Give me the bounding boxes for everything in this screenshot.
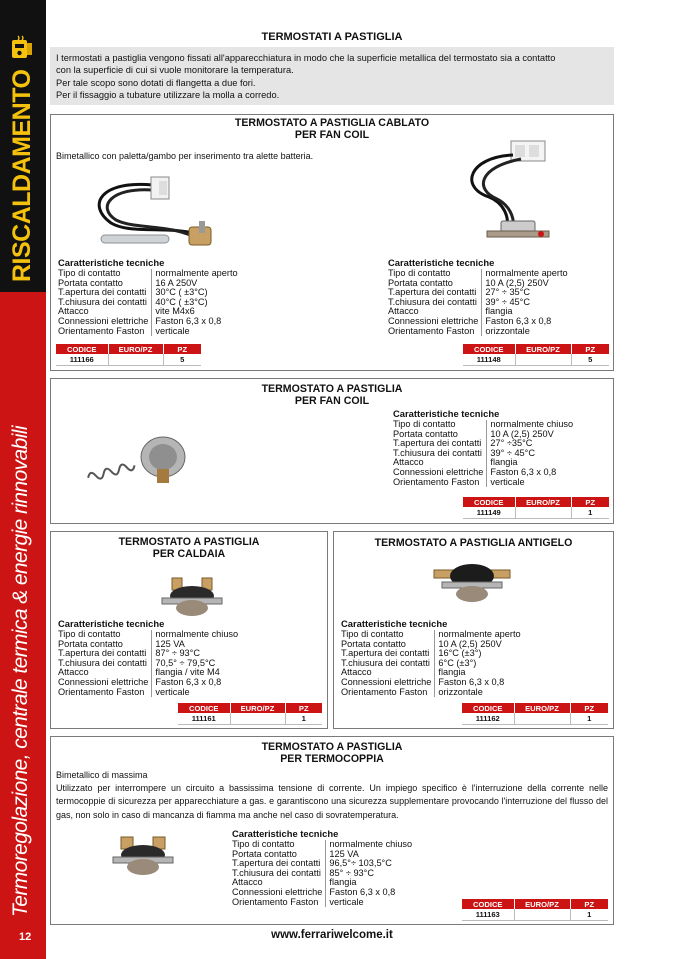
col-header: CODICE: [463, 497, 515, 507]
spec-value: verticale: [155, 686, 190, 697]
product-title: TERMOSTATO A PASTIGLIA CABLATO PER FAN COIL: [234, 117, 430, 141]
product-qty: 5: [163, 354, 201, 365]
col-header: PZ: [571, 344, 609, 354]
spec-value: 85° ÷ 93°C: [329, 867, 374, 878]
product-price: [515, 354, 571, 365]
spec-key: Tipo di contatto: [341, 630, 435, 640]
spec-value: flangia: [438, 667, 466, 678]
code-table-111149: [463, 497, 609, 519]
col-header: EURO/PZ: [514, 703, 570, 713]
spec-key: Connessioni elettriche: [341, 678, 435, 688]
spec-value: normalmente aperto: [485, 268, 568, 278]
spec-value: 27° ÷ 35°C: [485, 287, 530, 298]
product-code: 111162: [462, 713, 514, 724]
code-table-111162: [462, 703, 608, 725]
specs-table: [58, 269, 238, 336]
specs-111163: [232, 828, 412, 907]
spec-value: 70,5° ÷ 79,5°C: [155, 657, 216, 668]
product-code: 111163: [462, 909, 514, 920]
product-qty: 1: [570, 713, 608, 724]
spec-key: Attacco: [58, 307, 152, 317]
spec-key: T.chiusura dei contatti: [341, 659, 435, 669]
spec-value: normalmente chiuso: [329, 839, 413, 849]
spec-key: Portata contatto: [58, 279, 152, 289]
col-header: EURO/PZ: [230, 703, 285, 713]
spec-value: orizzontale: [485, 325, 530, 336]
spec-key: Connessioni elettriche: [393, 468, 487, 478]
col-header: CODICE: [462, 703, 514, 713]
spec-key: T.apertura dei contatti: [393, 439, 487, 449]
col-header: CODICE: [462, 899, 514, 909]
col-header: CODICE: [463, 344, 515, 354]
intro-line: Per il fissaggio a tubature utilizzare la molla a corredo.: [56, 89, 280, 100]
product-code: 111148: [463, 354, 515, 365]
product-title: TERMOSTATO A PASTIGLIA PER TERMOCOPPIA: [261, 741, 403, 765]
product-box-cablato: [50, 114, 614, 371]
product-image-111161: [158, 576, 228, 620]
code-table-111161: [178, 703, 322, 725]
spec-key: Attacco: [393, 458, 487, 468]
spec-value: 87° ÷ 93°C: [155, 648, 200, 659]
col-header: CODICE: [178, 703, 230, 713]
spec-value: 10 A (2,5) 250V: [485, 277, 549, 288]
product-title: TERMOSTATO A PASTIGLIA PER CALDAIA: [118, 536, 260, 560]
col-header: PZ: [571, 497, 609, 507]
spec-key: Tipo di contatto: [58, 630, 152, 640]
spec-value: 39° ÷ 45°C: [490, 447, 535, 458]
spec-value: 10 A (2,5) 250V: [490, 428, 554, 439]
spec-value: flangia: [329, 877, 357, 888]
col-header: PZ: [570, 703, 608, 713]
spec-key: T.apertura dei contatti: [232, 859, 326, 869]
spec-value: flangia: [490, 457, 518, 468]
spec-key: Attacco: [232, 878, 326, 888]
spec-key: T.apertura dei contatti: [341, 649, 435, 659]
col-header: EURO/PZ: [514, 899, 570, 909]
product-image-111148: [449, 137, 569, 247]
specs-111149: [393, 408, 573, 487]
section-subtitle: Termoregolazione, centrale termica & energie rinnovabili: [9, 426, 32, 917]
spec-value: 125 VA: [329, 848, 359, 859]
spec-key: Portata contatto: [388, 279, 482, 289]
spec-key: T.apertura dei contatti: [58, 649, 152, 659]
specs-111161: [58, 618, 238, 697]
product-image-111163: [109, 835, 179, 879]
specs-table: [58, 630, 238, 697]
spec-key: Connessioni elettriche: [58, 317, 152, 327]
spec-value: 16°C (±3°): [438, 648, 482, 659]
specs-heading: Caratteristiche tecniche: [232, 828, 339, 839]
intro-box: [50, 47, 614, 105]
specs-table: [393, 420, 573, 487]
product-qty: 5: [571, 354, 609, 365]
specs-111148: [388, 257, 568, 336]
specs-table: [341, 630, 521, 697]
spec-key: T.chiusura dei contatti: [58, 659, 152, 669]
spec-key: Connessioni elettriche: [58, 678, 152, 688]
spec-value: Faston 6,3 x 0,8: [155, 315, 222, 326]
spec-key: T.apertura dei contatti: [58, 288, 152, 298]
col-header: PZ: [285, 703, 322, 713]
spec-key: T.chiusura dei contatti: [388, 298, 482, 308]
spec-value: 10 A (2,5) 250V: [438, 638, 502, 649]
product-code: 111149: [463, 507, 515, 518]
spec-key: Orientamento Faston: [58, 327, 152, 337]
spec-value: 30°C ( ±3°C): [155, 287, 208, 298]
spec-key: Portata contatto: [393, 430, 487, 440]
product-price: [514, 909, 570, 920]
col-header: PZ: [570, 899, 608, 909]
specs-heading: Caratteristiche tecniche: [58, 618, 165, 629]
spec-value: Faston 6,3 x 0,8: [485, 315, 552, 326]
specs-heading: Caratteristiche tecniche: [58, 257, 165, 268]
page-title: TERMOSTATI A PASTIGLIA: [261, 31, 403, 43]
spec-value: Faston 6,3 x 0,8: [438, 676, 505, 687]
col-header: PZ: [163, 344, 201, 354]
specs-111162: [341, 618, 521, 697]
spec-value: verticale: [490, 476, 525, 487]
spec-value: normalmente chiuso: [155, 629, 239, 639]
spec-value: flangia / vite M4: [155, 667, 220, 678]
code-table-111148: [463, 344, 609, 366]
specs-table: [232, 840, 412, 907]
product-image-111166: [81, 165, 251, 250]
spec-value: verticale: [329, 896, 364, 907]
spec-key: T.apertura dei contatti: [388, 288, 482, 298]
spec-key: Attacco: [341, 668, 435, 678]
section-title: RISCALDAMENTO: [8, 69, 36, 282]
spec-value: 40°C ( ±3°C): [155, 296, 208, 307]
product-title: TERMOSTATO A PASTIGLIA ANTIGELO: [374, 537, 573, 549]
spec-key: Portata contatto: [58, 640, 152, 650]
spec-key: Orientamento Faston: [58, 688, 152, 698]
specs-heading: Caratteristiche tecniche: [393, 408, 500, 419]
product-box-termocoppia: [50, 736, 614, 925]
spec-value: 39° ÷ 45°C: [485, 296, 530, 307]
product-price: [108, 354, 163, 365]
sidebar: [0, 0, 46, 959]
boiler-icon: [8, 34, 36, 62]
col-header: EURO/PZ: [108, 344, 163, 354]
specs-111166: [58, 257, 238, 336]
product-code: 111166: [56, 354, 108, 365]
spec-key: T.chiusura dei contatti: [393, 449, 487, 459]
spec-key: Connessioni elettriche: [232, 888, 326, 898]
product-qty: 1: [571, 507, 609, 518]
product-image-111149: [81, 429, 201, 489]
spec-key: Orientamento Faston: [393, 478, 487, 488]
code-table-111163: [462, 899, 608, 921]
footer-website-link[interactable]: www.ferrariwelcome.it: [271, 929, 393, 941]
spec-key: Orientamento Faston: [232, 898, 326, 908]
spec-key: Portata contatto: [232, 850, 326, 860]
spec-value: 96,5°÷ 103,5°C: [329, 858, 392, 869]
product-title: TERMOSTATO A PASTIGLIA PER FAN COIL: [261, 383, 403, 407]
product-code: 111161: [178, 713, 230, 724]
specs-heading: Caratteristiche tecniche: [388, 257, 495, 268]
intro-line: con la superficie di cui si vuole monitorare la temperatura.: [56, 65, 294, 76]
spec-value: 27° ÷35°C: [490, 438, 533, 449]
spec-key: Orientamento Faston: [341, 688, 435, 698]
product-box-fancoil: [50, 378, 614, 524]
spec-value: normalmente aperto: [155, 268, 238, 278]
product-qty: 1: [570, 909, 608, 920]
intro-line: Per tale scopo sono dotati di flangetta a due fori.: [56, 77, 256, 88]
product-price: [515, 507, 571, 518]
spec-value: 125 VA: [155, 638, 185, 649]
spec-value: verticale: [155, 325, 190, 336]
spec-key: T.chiusura dei contatti: [232, 869, 326, 879]
product-description: Utilizzato per interrompere un circuito a bassissima tensione di corrente. Un impiego specifico è l'interruzione della corrente nelle termocoppie di sicurezza per apparecchiature a gas. e garantiscono una sicurezza supplementare provocando l'interruzione del flusso del gas, non solo in caso di mancanza di fiamma ma anche nel caso di sovratemperatura.: [56, 783, 608, 820]
spec-key: Tipo di contatto: [393, 420, 487, 430]
spec-key: Attacco: [388, 307, 482, 317]
spec-value: orizzontale: [438, 686, 483, 697]
product-price: [230, 713, 285, 724]
spec-key: Tipo di contatto: [232, 840, 326, 850]
spec-value: Faston 6,3 x 0,8: [490, 466, 557, 477]
product-qty: 1: [285, 713, 322, 724]
spec-key: Connessioni elettriche: [388, 317, 482, 327]
product-description-line: Bimetallico di massima: [56, 770, 148, 780]
spec-value: vite M4x6: [155, 306, 195, 317]
col-header: EURO/PZ: [515, 497, 571, 507]
spec-key: Tipo di contatto: [388, 269, 482, 279]
spec-key: Portata contatto: [341, 640, 435, 650]
product-price: [514, 713, 570, 724]
spec-value: normalmente chiuso: [490, 419, 574, 429]
spec-key: Attacco: [58, 668, 152, 678]
spec-value: 6°C (±3°): [438, 657, 477, 668]
spec-value: normalmente aperto: [438, 629, 521, 639]
product-box-antigelo: [333, 531, 614, 729]
spec-key: T.chiusura dei contatti: [58, 298, 152, 308]
product-description: Bimetallico con paletta/gambo per inserimento tra alette batteria.: [56, 151, 314, 161]
spec-key: Tipo di contatto: [58, 269, 152, 279]
spec-value: flangia: [485, 306, 513, 317]
page-number: 12: [19, 931, 32, 943]
spec-value: Faston 6,3 x 0,8: [329, 886, 396, 897]
col-header: EURO/PZ: [515, 344, 571, 354]
spec-value: 16 A 250V: [155, 277, 198, 288]
col-header: CODICE: [56, 344, 108, 354]
specs-table: [388, 269, 568, 336]
product-image-111162: [432, 560, 512, 604]
spec-value: Faston 6,3 x 0,8: [155, 676, 222, 687]
code-table-111166: [56, 344, 201, 366]
product-box-caldaia: [50, 531, 328, 729]
intro-line: I termostati a pastiglia vengono fissati all'apparecchiatura in modo che la superficie metallica del termostato sia a contatto: [56, 53, 556, 63]
specs-heading: Caratteristiche tecniche: [341, 618, 448, 629]
spec-key: Orientamento Faston: [388, 327, 482, 337]
